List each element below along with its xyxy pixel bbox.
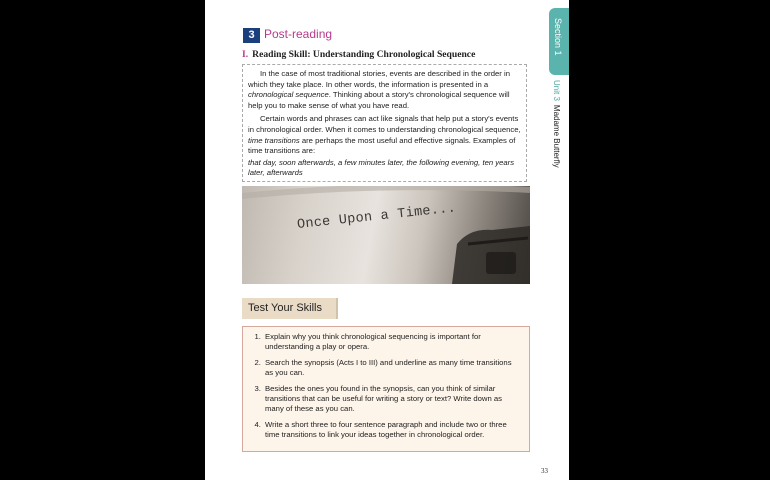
reading-skill-heading [242, 49, 475, 60]
typewriter-photo [242, 186, 530, 284]
skill-item-3: 3. Besides the ones you found in the synopsis, can you think of similar transitions that can be useful for writing a story or text? Write down as many of these as you can. [263, 384, 521, 415]
paragraph-2-emphasis: time transitions [248, 135, 300, 145]
test-your-skills-tab: Test Your Skills [242, 298, 338, 319]
section-side-label: Section 1 [553, 18, 563, 56]
heading-numeral: I. [242, 49, 249, 60]
skill-item-2: 2. Search the synopsis (Acts I to III) and underline as many time transitions as you can. [263, 358, 521, 379]
section-number-badge: 3 [243, 28, 260, 43]
paragraph-1-text-a: In the case of most traditional stories, events are described in the order in which they take place. In other words, the information is presented in a [248, 69, 510, 89]
section-side-tab [549, 8, 569, 75]
unit-title: Madame Butterfly [552, 104, 561, 168]
unit-number: Unit 3 [552, 80, 561, 101]
test-skills-box [242, 326, 530, 452]
time-transition-examples: that day, soon afterwards, a few minutes later, the following evening, ten years later, afterwards [248, 157, 515, 178]
paragraph-1-text-b: . Thinking about a story's chronological sequence will help you to make sense of what you have read. [248, 90, 510, 110]
book-page [205, 0, 569, 480]
typewriter-graphic [242, 186, 530, 284]
skill-item-4: 4. Write a short three to four sentence paragraph and include two or three time transitions to link your ideas together in chronological order. [263, 420, 521, 441]
reading-skill-box [242, 64, 527, 182]
heading-text: Reading Skill: Understanding Chronological Sequence [252, 49, 476, 60]
skill-item-1: 1. Explain why you think chronological sequencing is important for understanding a play or opera. [263, 332, 521, 353]
paragraph-2-text-a: Certain words and phrases can act like signals that help put a story's events in chronological order. When it comes to understanding chronological sequence, [248, 114, 521, 134]
skills-list [251, 332, 521, 441]
paragraph-1 [248, 69, 521, 111]
photo-typed-text: Once Upon a Time... [296, 201, 457, 233]
unit-side-label [552, 80, 561, 168]
paragraph-2-text-b: are perhaps the most useful and effective signals. Examples of time transitions are: [248, 135, 516, 156]
paragraph-2 [248, 114, 521, 156]
paragraph-1-emphasis: chronological sequence [248, 90, 329, 100]
page-number: 33 [541, 467, 548, 475]
section-title: Post-reading [264, 27, 333, 41]
